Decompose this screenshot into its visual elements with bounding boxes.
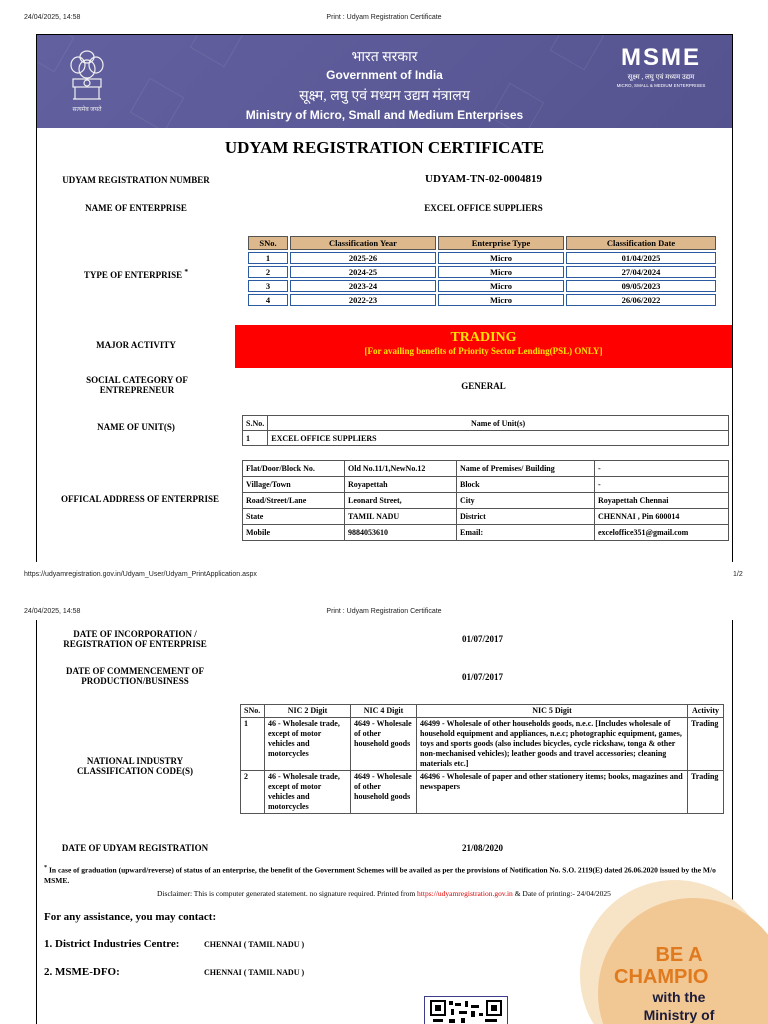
table-row <box>248 252 716 264</box>
addr-cell: State <box>243 509 345 525</box>
classification-table <box>246 234 718 308</box>
print-title: Print : Udyam Registration Certificate <box>326 14 442 21</box>
cls-cell: 1 <box>248 252 288 264</box>
nic-header: SNo. <box>241 705 265 718</box>
major-activity-note: [For availing benefits of Priority Sector Lending(PSL) ONLY] <box>364 346 603 356</box>
govt-banner <box>37 35 732 128</box>
social-label: SOCIAL CATEGORY OF ENTREPRENEUR <box>86 375 188 395</box>
msme-logo <box>607 45 715 88</box>
addr-cell: TAMIL NADU <box>345 509 457 525</box>
footnote-text: In case of graduation (upward/reverse) of status of an enterprise, the benefit of the Government Schemes will be availed as per the provisions of Notification No. S.O. 2119(E) dated 26.06.2020 issued by the M/o MSME. <box>44 865 716 885</box>
print-datetime-2: 24/04/2025, 14:58 <box>24 608 81 615</box>
page-number: 1/2 <box>733 571 743 578</box>
incorporation-label: DATE OF INCORPORATION / REGISTRATION OF ENTERPRISE <box>63 629 207 649</box>
champ-line1: BE A <box>655 944 703 966</box>
incorporation-date: 01/07/2017 <box>461 634 503 644</box>
cls-cell: 01/04/2025 <box>566 252 716 264</box>
banner-ministry: Ministry of Micro, Small and Medium Enterprises <box>245 108 524 122</box>
msme-logo-text: MSME <box>621 44 701 71</box>
addr-cell: - <box>595 477 729 493</box>
reg-number: UDYAM-TN-02-0004819 <box>425 173 542 185</box>
certificate-page-1 <box>36 34 733 562</box>
cls-cell: 2024-25 <box>290 266 436 278</box>
banner-hindi-gov: भारत सरकार <box>351 50 418 65</box>
dic-label: 1. District Industries Centre: <box>44 938 180 950</box>
nic-cell: 46 - Wholesale trade, except of motor vehicles and motorcycles <box>265 771 351 814</box>
addr-cell: Village/Town <box>243 477 345 493</box>
addr-cell: Email: <box>457 525 595 541</box>
reg-number-label: UDYAM REGISTRATION NUMBER <box>62 175 210 185</box>
cls-cell: 26/06/2022 <box>566 294 716 306</box>
table-row <box>248 266 716 278</box>
addr-cell: District <box>457 509 595 525</box>
emblem-caption: सत्यमेव जयते <box>72 107 102 113</box>
major-activity: TRADING <box>450 330 517 345</box>
table-row <box>243 431 729 446</box>
nic-cell: 4649 - Wholesale of other household goods <box>351 771 417 814</box>
cls-header-type: Enterprise Type <box>438 236 564 250</box>
print-title-2: Print : Udyam Registration Certificate <box>326 608 442 615</box>
unit-header-name: Name of Unit(s) <box>268 416 729 431</box>
addr-cell: Block <box>457 477 595 493</box>
enterprise-name-label: NAME OF ENTERPRISE <box>85 203 187 213</box>
cls-header-date: Classification Date <box>566 236 716 250</box>
addr-cell: Royapettah <box>345 477 457 493</box>
table-row <box>248 280 716 292</box>
table-row <box>243 493 729 509</box>
cls-cell: Micro <box>438 294 564 306</box>
disclaimer-pre: Disclaimer: This is computer generated statement. no signature required. Printed from <box>157 889 416 898</box>
address-table <box>242 460 729 541</box>
nic-cell: Trading <box>688 718 724 771</box>
cls-cell: 2025-26 <box>290 252 436 264</box>
udyam-date: 21/08/2020 <box>461 843 503 853</box>
cls-cell: Micro <box>438 266 564 278</box>
nic-header: NIC 5 Digit <box>417 705 688 718</box>
addr-cell: CHENNAI , Pin 600014 <box>595 509 729 525</box>
cls-cell: 4 <box>248 294 288 306</box>
cls-header-sno: SNo. <box>248 236 288 250</box>
champ-line2: CHAMPIO <box>614 966 709 988</box>
dfo-label: 2. MSME-DFO: <box>44 966 120 978</box>
type-label <box>37 267 235 280</box>
footer-url[interactable]: https://udyamregistration.gov.in/Udyam_User/Udyam_PrintApplication.aspx <box>24 571 257 578</box>
addr-cell: Name of Premises/ Building <box>457 461 595 477</box>
unit-cell: 1 <box>243 431 268 446</box>
table-row <box>243 461 729 477</box>
table-row <box>248 294 716 306</box>
nic-cell: 1 <box>241 718 265 771</box>
cls-cell: 2022-23 <box>290 294 436 306</box>
disclaimer-link[interactable]: https://udyamregistration.gov.in <box>417 889 513 898</box>
nic-cell: 4649 - Wholesale of other household goods <box>351 718 417 771</box>
addr-cell: Royapettah Chennai <box>595 493 729 509</box>
qr-code-icon <box>425 997 507 1024</box>
cls-cell: 2023-24 <box>290 280 436 292</box>
cls-cell: Micro <box>438 280 564 292</box>
msme-eng: MICRO, SMALL & MEDIUM ENTERPRISES <box>616 83 706 88</box>
nic-table <box>240 704 724 814</box>
nic-cell: 46 - Wholesale trade, except of motor vehicles and motorcycles <box>265 718 351 771</box>
banner-hindi-ministry: सूक्ष्म, लघु एवं मध्यम उद्यम मंत्रालय <box>299 89 470 104</box>
major-activity-box <box>235 325 732 368</box>
champion-text <box>614 944 744 1024</box>
table-row <box>241 718 724 771</box>
nic-label: NATIONAL INDUSTRY CLASSIFICATION CODE(S) <box>76 756 194 776</box>
addr-cell: Mobile <box>243 525 345 541</box>
assistance-heading: For any assistance, you may contact: <box>44 911 217 923</box>
cls-cell: 27/04/2024 <box>566 266 716 278</box>
table-row <box>243 509 729 525</box>
nic-cell: Trading <box>688 771 724 814</box>
nic-header: Activity <box>688 705 724 718</box>
unit-cell: EXCEL OFFICE SUPPLIERS <box>268 431 729 446</box>
major-activity-label: MAJOR ACTIVITY <box>96 340 176 350</box>
addr-cell: City <box>457 493 595 509</box>
table-row <box>241 771 724 814</box>
table-row <box>243 525 729 541</box>
cls-cell: 2 <box>248 266 288 278</box>
footnote <box>44 863 730 886</box>
footnote-mark: * <box>44 864 48 871</box>
enterprise-name: EXCEL OFFICE SUPPLIERS <box>424 203 543 213</box>
msme-hindi: सूक्ष्म , लघु एवं मध्यम उद्यम <box>627 73 695 81</box>
champ-line4: Ministry of <box>643 1007 715 1023</box>
addr-cell: - <box>595 461 729 477</box>
type-label-text: TYPE OF ENTERPRISE <box>83 270 183 280</box>
dic-value: CHENNAI ( TAMIL NADU ) <box>204 940 305 949</box>
unit-label: NAME OF UNIT(S) <box>97 422 175 432</box>
addr-cell: Old No.11/1,NewNo.12 <box>345 461 457 477</box>
cls-cell: 09/05/2023 <box>566 280 716 292</box>
champ-line3: with the <box>652 989 706 1005</box>
unit-header-sno: S.No. <box>243 416 268 431</box>
social-category: GENERAL <box>461 381 506 391</box>
type-footnote-mark: * <box>184 267 189 276</box>
addr-cell: Flat/Door/Block No. <box>243 461 345 477</box>
addr-cell: 9884053610 <box>345 525 457 541</box>
qr-code <box>424 996 508 1024</box>
addr-cell: exceloffice351@gmail.com <box>595 525 729 541</box>
cls-cell: Micro <box>438 252 564 264</box>
unit-table <box>242 415 729 446</box>
cls-header-year: Classification Year <box>290 236 436 250</box>
nic-cell: 2 <box>241 771 265 814</box>
print-datetime: 24/04/2025, 14:58 <box>24 14 81 21</box>
address-label: OFFICAL ADDRESS OF ENTERPRISE <box>61 494 219 504</box>
cls-cell: 3 <box>248 280 288 292</box>
nic-header: NIC 2 Digit <box>265 705 351 718</box>
dfo-value: CHENNAI ( TAMIL NADU ) <box>204 968 305 977</box>
udyam-date-label: DATE OF UDYAM REGISTRATION <box>61 843 209 853</box>
disclaimer-post: & Date of printing:- 24/04/2025 <box>514 889 611 898</box>
nic-cell: 46496 - Wholesale of paper and other stationery items; books, magazines and newspapers <box>417 771 688 814</box>
commencement-date: 01/07/2017 <box>461 672 503 682</box>
addr-cell: Leonard Street, <box>345 493 457 509</box>
nic-cell: 46499 - Wholesale of other households goods, n.e.c. [Includes wholesale of household equipment and appliances, n.e.c; photographic equipment, games, toys and sports goods (also includes bicycles, cycle rickshaw, tonga & other non-mechanised vehicles); leather goods and travel accessories; cleaning materials etc.] <box>417 718 688 771</box>
commencement-label: DATE OF COMMENCEMENT OF PRODUCTION/BUSINESS <box>65 666 205 686</box>
banner-gov: Government of India <box>326 68 443 82</box>
addr-cell: Road/Street/Lane <box>243 493 345 509</box>
nic-header: NIC 4 Digit <box>351 705 417 718</box>
table-row <box>243 477 729 493</box>
certificate-title: UDYAM REGISTRATION CERTIFICATE <box>224 138 545 157</box>
